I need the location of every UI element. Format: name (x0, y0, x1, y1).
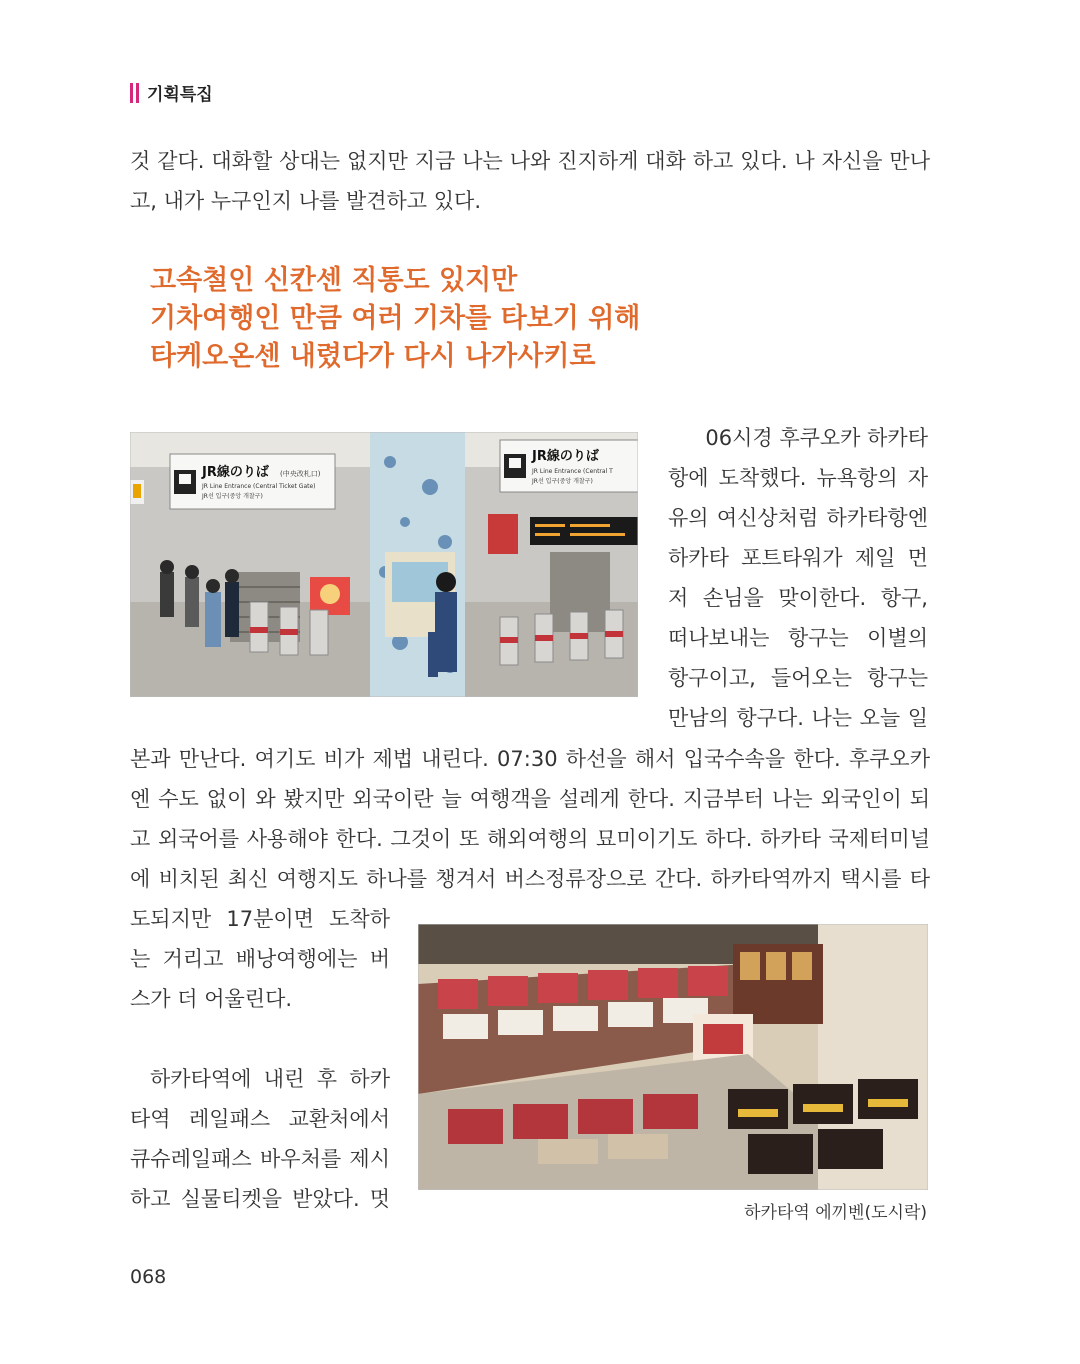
ekiben-photo (418, 924, 928, 1190)
body-left-paragraph-1 (130, 899, 390, 1019)
body-right-line: 06시경 후쿠오카 하카타 (705, 426, 928, 450)
body-right-line: 하카타 포트타워가 제일 먼 (668, 546, 928, 570)
body-right-line: 저 손님을 맞이한다. 항구, (668, 586, 928, 610)
body-right-line: 항구이고, 들어오는 항구는 (668, 666, 928, 690)
left-sign-sub2: JR Line Entrance (Central Ticket Gate) (202, 483, 316, 490)
intro-line: 것 같다. 대화할 상대는 없지만 지금 나는 나와 진지하게 대화 하고 있다. 나 자신을 만나 (130, 149, 930, 173)
ekiben-photo-caption: 하카타역 에끼벤(도시락) (744, 1203, 927, 1223)
station-gate-photo (130, 432, 638, 697)
body-left-line: 타역 레일패스 교환처에서 (130, 1107, 390, 1131)
pull-quote-line: 기차여행인 만큼 여러 기차를 타보기 위해 (150, 303, 641, 334)
section-tag-bars (130, 83, 139, 103)
body-left-line: 하카타역에 내린 후 하카 (150, 1067, 390, 1091)
body-right-line: 만남의 항구다. 나는 오늘 일 (668, 706, 928, 730)
pull-quote-line: 고속철인 신칸센 직통도 있지만 (150, 265, 518, 296)
body-right-line: 유의 여신상처럼 하카타항엔 (668, 506, 928, 530)
body-full-line: 본과 만난다. 여기도 비가 제법 내린다. 07:30 하선을 해서 입국수속을 한다. 후쿠오카 (130, 747, 930, 771)
body-left-line: 스가 더 어울린다. (130, 987, 293, 1011)
body-right-line: 항에 도착했다. 뉴욕항의 자 (668, 466, 928, 490)
body-right-paragraph (668, 418, 928, 738)
intro-paragraph (130, 141, 930, 221)
right-sign-title: JR線のりば (532, 449, 599, 464)
pull-quote (150, 262, 640, 376)
left-sign-title: JR線のりば (202, 465, 269, 480)
body-left-line: 는 거리고 배낭여행에는 버 (130, 947, 390, 971)
section-tag-label: 기획특집 (147, 85, 213, 105)
body-left-line: 도되지만 17분이면 도착하 (130, 907, 390, 931)
body-right-line: 떠나보내는 항구는 이별의 (668, 626, 928, 650)
section-tag (130, 80, 213, 105)
body-left-paragraph-2 (130, 1059, 390, 1219)
page-number: 068 (130, 1266, 167, 1288)
left-sign-sub1: (中央改札口) (280, 470, 321, 478)
body-full-line: 고 외국어를 사용해야 한다. 그것이 또 해외여행의 묘미이기도 하다. 하카타 국제터미널 (130, 827, 930, 851)
left-sign-sub3: JR선 입구(중앙 개찰구) (202, 493, 263, 500)
body-full-paragraph (130, 739, 930, 899)
right-sign-sub3: JR선 입구(중앙 개찰구) (532, 478, 593, 485)
body-full-line: 에 비치된 최신 여행지도 하나를 챙겨서 버스정류장으로 간다. 하카타역까지 택시를 타 (130, 867, 930, 891)
body-full-line: 엔 수도 없이 와 봤지만 외국이란 늘 여행객을 설레게 한다. 지금부터 나는 외국인이 되 (130, 787, 930, 811)
body-left-line: 하고 실물티켓을 받았다. 멋 (130, 1187, 390, 1211)
intro-line: 고, 내가 누구인지 나를 발견하고 있다. (130, 189, 482, 213)
pull-quote-line: 타케오온센 내렸다가 다시 나가사키로 (150, 341, 596, 372)
body-left-line: 큐슈레일패스 바우처를 제시 (130, 1147, 390, 1171)
right-sign-sub2: JR Line Entrance (Central T (532, 468, 613, 475)
